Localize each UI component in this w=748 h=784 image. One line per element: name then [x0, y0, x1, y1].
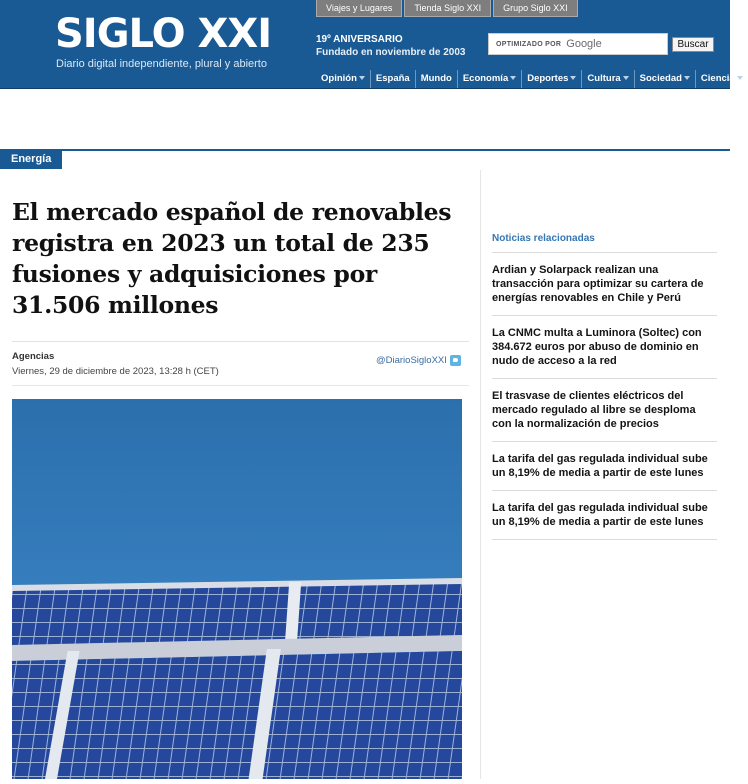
top-link-tienda[interactable]: Tienda Siglo XXI [404, 0, 491, 17]
chevron-down-icon [570, 76, 576, 80]
top-links [316, 0, 578, 17]
section-rule [0, 149, 730, 151]
article-date: Viernes, 29 de diciembre de 2023, 13:28 h (CET) [12, 366, 219, 377]
column-separator [480, 170, 481, 779]
search-button[interactable]: Buscar [672, 37, 714, 52]
nav-item-cultura[interactable] [581, 70, 633, 88]
chevron-down-icon [510, 76, 516, 80]
top-link-grupo[interactable]: Grupo Siglo XXI [493, 0, 578, 17]
twitter-link[interactable] [376, 355, 461, 366]
nav-label: Cultura [587, 73, 621, 84]
nav-item-opinion[interactable] [316, 70, 370, 88]
article-author: Agencias [12, 351, 55, 362]
byline-divider-bottom [12, 385, 469, 386]
nav-label: Sociedad [639, 73, 682, 84]
article-photo-solar-panels [12, 399, 462, 779]
nav-label: Deportes [527, 73, 569, 84]
twitter-handle: @DiarioSigloXXI [376, 355, 447, 366]
chevron-down-icon [623, 76, 629, 80]
nav-item-economia[interactable] [457, 70, 521, 88]
top-link-viajes[interactable]: Viajes y Lugares [316, 0, 402, 17]
chevron-down-icon [359, 76, 365, 80]
nav-label: España [375, 73, 410, 84]
nav-label: Opinión [321, 73, 357, 84]
nav-item-deportes[interactable] [521, 70, 581, 88]
site-header [0, 0, 735, 89]
nav-item-espana[interactable] [370, 70, 415, 88]
chevron-down-icon [684, 76, 690, 80]
related-news-item[interactable]: La CNMC multa a Luminora (Soltec) con 384.672 euros por abuso de dominio en nudo de acceso a la red [492, 315, 717, 378]
main-nav [316, 70, 748, 88]
related-news-title: Noticias relacionadas [492, 233, 595, 244]
section-tag[interactable]: Energía [0, 149, 62, 169]
nav-label: Ciencia [700, 73, 735, 84]
search-powered-by: OPTIMIZADO POR [496, 40, 562, 48]
search-input[interactable] [488, 33, 668, 55]
chevron-down-icon [737, 76, 743, 80]
nav-item-ciencia[interactable] [695, 70, 748, 88]
byline-divider [12, 341, 469, 342]
twitter-icon [450, 355, 461, 366]
nav-item-mundo[interactable] [415, 70, 457, 88]
anniversary-founded: Fundado en noviembre de 2003 [316, 47, 466, 58]
site-tagline: Diario digital independiente, plural y abierto [56, 58, 267, 70]
related-news-item[interactable]: El trasvase de clientes eléctricos del mercado regulado al libre se desploma con la normalización de precios [492, 378, 717, 441]
search-provider: Google [566, 38, 602, 50]
nav-label: Mundo [420, 73, 452, 84]
site-logo[interactable]: SIGLO XXI [55, 11, 272, 57]
related-news-item[interactable]: Ardian y Solarpack realizan una transacción para optimizar su cartera de energías renovables en Chile y Perú [492, 252, 717, 315]
anniversary-title: 19º ANIVERSARIO [316, 34, 403, 45]
related-news-list [492, 252, 717, 540]
related-news-item[interactable]: La tarifa del gas regulada individual sube un 8,19% de media a partir de este lunes [492, 441, 717, 490]
related-news-item[interactable]: La tarifa del gas regulada individual sube un 8,19% de media a partir de este lunes [492, 490, 717, 540]
nav-item-sociedad[interactable] [634, 70, 695, 88]
article-headline: El mercado español de renovables registra en 2023 un total de 235 fusiones y adquisiciones por 31.506 millones [12, 198, 452, 319]
anniversary-block [316, 33, 465, 59]
nav-label: Economía [462, 73, 509, 84]
